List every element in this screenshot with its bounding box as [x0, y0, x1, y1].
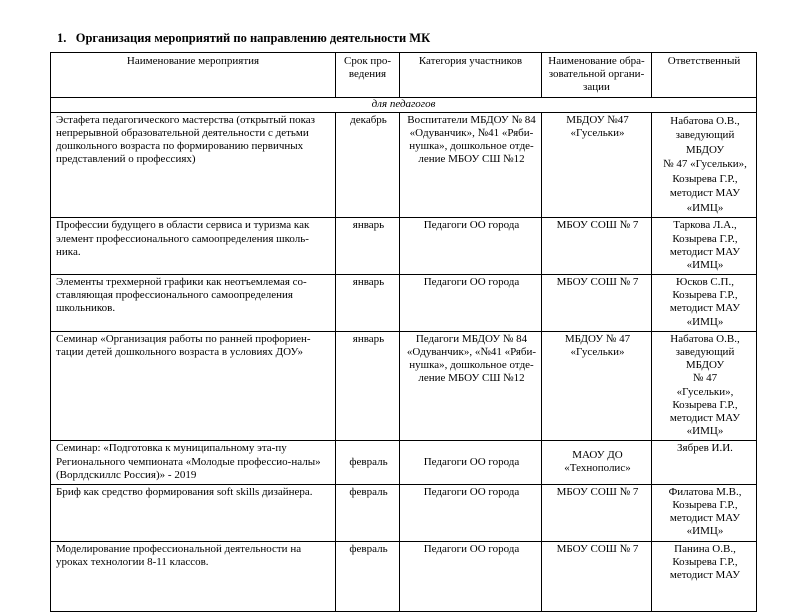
cell-organization: МАОУ ДО «Технополис» [542, 441, 652, 485]
page-title: 1. Организация мероприятий по направлению деятельности МК [57, 31, 431, 45]
cell-term: февраль [336, 484, 400, 541]
cell-participants: Педагоги ОО города [400, 484, 542, 541]
cell-responsible: Панина О.В., Козырева Г.Р., методист МАУ [652, 541, 757, 611]
cell-term: январь [336, 218, 400, 275]
cell-event-name: Профессии будущего в области сервиса и туризма как элемент профессионального самоопределения школь-ника. [51, 218, 336, 275]
table-header-row [51, 53, 757, 98]
cell-organization: МБДОУ № 47 «Гусельки» [542, 331, 652, 441]
cell-event-name: Бриф как средство формирования soft skills дизайнера. [51, 484, 336, 541]
table-row [51, 275, 757, 332]
document-page [0, 31, 800, 597]
col-header-responsible: Ответственный [652, 53, 757, 98]
section-label: для педагогов [51, 97, 757, 112]
cell-responsible: Юсков С.П., Козырева Г.Р., методист МАУ «ИМЦ» [652, 275, 757, 332]
cell-participants: Педагоги ОО города [400, 275, 542, 332]
cell-event-name: Эстафета педагогического мастерства (открытый показ непрерывной образовательной деятельности с детьми дошкольного возраста по формированию первичных представлений о профессиях) [51, 112, 336, 218]
cell-term: январь [336, 331, 400, 441]
cell-responsible: Таркова Л.А., Козырева Г.Р., методист МАУ «ИМЦ» [652, 218, 757, 275]
table-row [51, 112, 757, 218]
cell-participants: Педагоги ОО города [400, 541, 542, 611]
table-row [51, 541, 757, 611]
cell-event-name: Семинар «Организация работы по ранней профориен-тации детей дошкольного возраста в условиях ДОУ» [51, 331, 336, 441]
cell-participants: Воспитатели МБДОУ № 84 «Одуванчик», №41 «Ряби-нушка», дошкольное отде-ление МБОУ СШ №12 [400, 112, 542, 218]
cell-organization: МБОУ СОШ № 7 [542, 541, 652, 611]
cell-term: январь [336, 275, 400, 332]
cell-organization: МБОУ СОШ № 7 [542, 484, 652, 541]
cell-participants: Педагоги ОО города [400, 441, 542, 485]
col-header-term: Срок про- ведения [336, 53, 400, 98]
cell-responsible: Филатова М.В., Козырева Г.Р., методист МАУ «ИМЦ» [652, 484, 757, 541]
col-header-organization: Наименование обра- зовательной органи- зации [542, 53, 652, 98]
cell-responsible: Набатова О.В., заведующий МБДОУ № 47 «Гусельки», Козырева Г.Р., методист МАУ «ИМЦ» [652, 331, 757, 441]
cell-participants: Педагоги МБДОУ № 84 «Одуванчик», «№41 «Ряби-нушка», дошкольное отде-ление МБОУ СШ №12 [400, 331, 542, 441]
cell-participants: Педагоги ОО города [400, 218, 542, 275]
events-table [50, 52, 757, 612]
cell-organization: МБДОУ №47 «Гусельки» [542, 112, 652, 218]
cell-organization: МБОУ СОШ № 7 [542, 275, 652, 332]
table-row [51, 484, 757, 541]
cell-term: декабрь [336, 112, 400, 218]
section-row [51, 97, 757, 112]
cell-term: февраль [336, 441, 400, 485]
col-header-event-name: Наименование мероприятия [51, 53, 336, 98]
col-header-participants: Категория участников [400, 53, 542, 98]
table-row [51, 441, 757, 485]
table-row [51, 331, 757, 441]
cell-organization: МБОУ СОШ № 7 [542, 218, 652, 275]
cell-responsible: Набатова О.В., заведующий МБДОУ № 47 «Гусельки», Козырева Г.Р., методист МАУ «ИМЦ» [652, 112, 757, 218]
cell-term: февраль [336, 541, 400, 611]
cell-responsible: Зябрев И.И. [652, 441, 757, 485]
cell-event-name: Элементы трехмерной графики как неотъемлемая со-ставляющая профессионального самоопределения школьников. [51, 275, 336, 332]
table-row [51, 218, 757, 275]
cell-event-name: Моделирование профессиональной деятельности на уроках технологии 8-11 классов. [51, 541, 336, 611]
cell-event-name: Семинар: «Подготовка к муниципальному эта-пу Регионального чемпионата «Молодые профессио-налы» (Ворлдскиллс Россия)» - 2019 [51, 441, 336, 485]
